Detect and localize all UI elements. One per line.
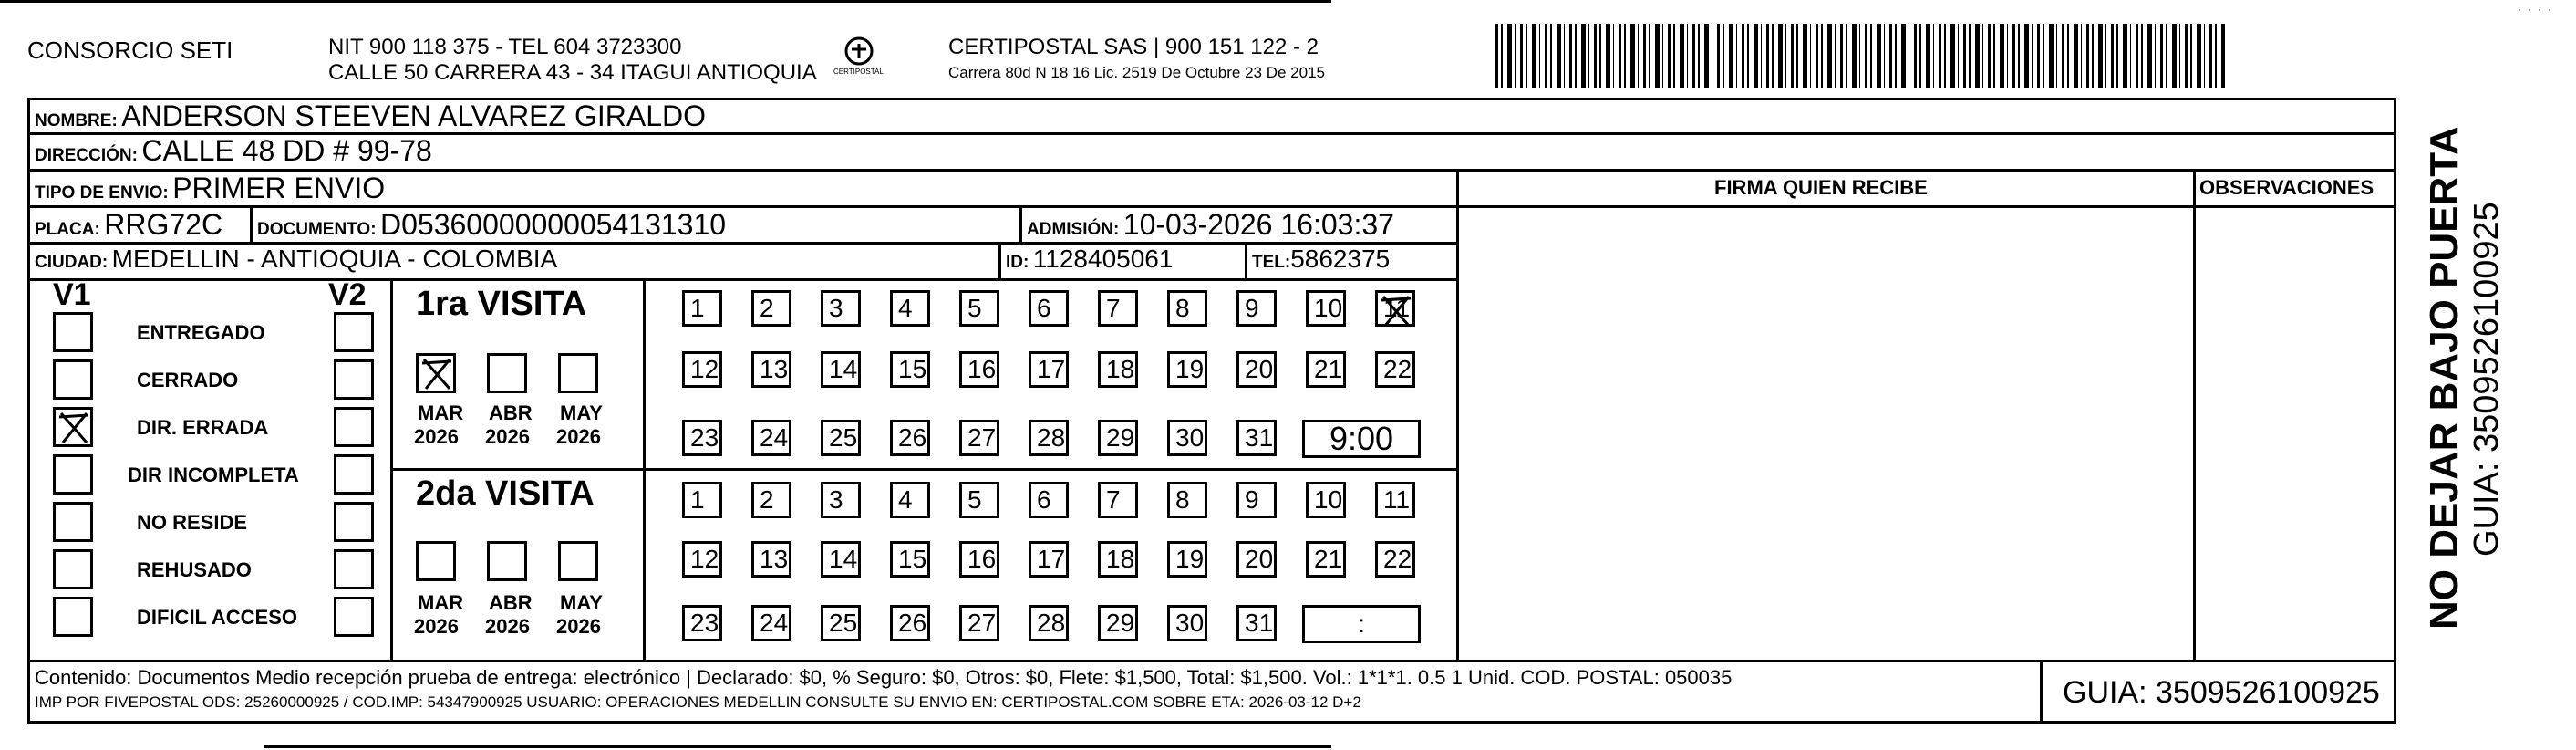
month-label: ABR <box>489 591 533 614</box>
direccion-field <box>35 134 432 168</box>
admision-field <box>1027 208 1394 242</box>
month-label: ABR <box>489 401 533 424</box>
time-box[interactable]: : <box>1302 605 1421 643</box>
day-box[interactable]: 11 <box>1375 482 1415 518</box>
v2-checkbox[interactable] <box>334 454 374 495</box>
logo-text: CERTIPOSTAL <box>833 68 884 76</box>
month-label: MAR <box>418 401 464 424</box>
table-left <box>27 98 30 724</box>
day-box[interactable]: 13 <box>751 351 791 388</box>
tel-label: TEL: <box>1252 253 1291 272</box>
day-box[interactable]: 22 <box>1375 541 1415 578</box>
v1-checkbox[interactable] <box>53 454 93 495</box>
month-checkbox[interactable] <box>558 353 598 393</box>
day-box[interactable]: 10 <box>1306 482 1346 518</box>
nit-line: NIT 900 118 375 - TEL 604 3723300 <box>328 35 682 59</box>
visit-divider <box>390 468 1459 471</box>
day-box[interactable]: 14 <box>821 541 861 578</box>
status-label: REHUSADO <box>137 558 252 581</box>
direccion-value: CALLE 48 DD # 99-78 <box>141 134 432 167</box>
month-label: MAR <box>418 591 464 614</box>
row-line-5 <box>27 278 1459 281</box>
bottom-rule <box>264 745 1331 748</box>
tipo-label: TIPO DE ENVIO: <box>35 183 169 203</box>
day-box[interactable]: 18 <box>1098 351 1138 388</box>
address-line: CALLE 50 CARRERA 43 - 34 ITAGUI ANTIOQUIA <box>328 60 817 85</box>
time-box[interactable]: 9:00 <box>1302 420 1421 458</box>
year-label: 2026 <box>485 615 530 638</box>
day-box[interactable]: 5 <box>959 482 999 518</box>
day-box[interactable]: 3 <box>821 482 861 518</box>
day-box[interactable]: 9 <box>1236 290 1277 327</box>
tipo-value: PRIMER ENVIO <box>172 172 386 204</box>
obs-header: OBSERVACIONES <box>2199 176 2374 199</box>
ciudad-label: CIUDAD: <box>35 253 109 272</box>
day-box[interactable]: 19 <box>1167 541 1207 578</box>
day-box[interactable]: 12 <box>682 541 722 578</box>
day-box[interactable]: 17 <box>1029 351 1069 388</box>
day-box[interactable]: 31 <box>1236 420 1277 456</box>
day-box[interactable]: 26 <box>890 420 930 456</box>
side-note: NO DEJAR BAJO PUERTA <box>2422 126 2467 630</box>
day-box[interactable]: 23 <box>682 420 722 456</box>
certipostal-logo <box>832 35 886 86</box>
day-box[interactable]: 29 <box>1098 605 1138 641</box>
day-box[interactable]: 11 <box>1375 290 1415 327</box>
status-label: DIFICIL ACCESO <box>137 606 298 629</box>
day-box[interactable]: 29 <box>1098 420 1138 456</box>
day-box[interactable]: 21 <box>1306 351 1346 388</box>
day-box[interactable]: 9 <box>1236 482 1277 518</box>
status-label: DIR. ERRADA <box>137 416 269 439</box>
day-box[interactable]: 10 <box>1306 290 1346 327</box>
day-box[interactable]: 25 <box>821 605 861 641</box>
firma-header: FIRMA QUIEN RECIBE <box>1714 176 1928 199</box>
v1-checkbox[interactable] <box>53 502 93 542</box>
day-box[interactable]: 27 <box>959 420 999 456</box>
day-box[interactable]: 27 <box>959 605 999 641</box>
day-box[interactable]: 5 <box>959 290 999 327</box>
admision-value: 10-03-2026 16:03:37 <box>1122 208 1394 241</box>
v2-checkbox[interactable] <box>334 407 374 447</box>
carrier-line: CERTIPOSTAL SAS | 900 151 122 - 2 <box>948 35 1319 59</box>
day-box[interactable]: 26 <box>890 605 930 641</box>
v1-checkbox[interactable] <box>53 549 93 589</box>
admision-label: ADMISIÓN: <box>1027 220 1120 239</box>
day-box[interactable]: 23 <box>682 605 722 641</box>
v1-checkbox[interactable] <box>53 312 93 352</box>
day-box[interactable]: 7 <box>1098 482 1138 518</box>
day-box[interactable]: 19 <box>1167 351 1207 388</box>
ciudad-value: MEDELLIN - ANTIOQUIA - COLOMBIA <box>111 245 558 273</box>
day-box[interactable]: 1 <box>682 290 722 327</box>
footer-line-2: IMP POR FIVEPOSTAL ODS: 25260000925 / COD.IMP: 54347900925 USUARIO: OPERACIONES MEDELLIN CONSULTE SU ENVIO EN: CERTIPOSTAL.COM SOBRE ETA: 2026-03-12 D+2 <box>35 693 1361 711</box>
status-label: CERRADO <box>137 369 239 391</box>
day-box[interactable]: 16 <box>959 541 999 578</box>
day-box[interactable]: 31 <box>1236 605 1277 641</box>
day-box[interactable]: 28 <box>1029 420 1069 456</box>
day-box[interactable]: 20 <box>1236 541 1277 578</box>
id-label: ID: <box>1006 253 1029 272</box>
day-box[interactable]: 15 <box>890 351 930 388</box>
day-box[interactable]: 3 <box>821 290 861 327</box>
day-box[interactable]: 24 <box>751 605 791 641</box>
day-box[interactable]: 18 <box>1098 541 1138 578</box>
day-box[interactable]: 28 <box>1029 605 1069 641</box>
day-box[interactable]: 7 <box>1098 290 1138 327</box>
day-box[interactable]: 21 <box>1306 541 1346 578</box>
day-box[interactable]: 8 <box>1167 290 1207 327</box>
year-label: 2026 <box>414 425 459 448</box>
day-box[interactable]: 6 <box>1029 482 1069 518</box>
day-box[interactable]: 15 <box>890 541 930 578</box>
day-box[interactable]: 22 <box>1375 351 1415 388</box>
v2-checkbox[interactable] <box>334 502 374 542</box>
day-box[interactable]: 13 <box>751 541 791 578</box>
year-label: 2026 <box>556 615 601 638</box>
nombre-field <box>35 99 706 133</box>
year-label: 2026 <box>485 425 530 448</box>
status-label: NO RESIDE <box>137 511 248 534</box>
status-label: DIR INCOMPLETA <box>128 464 299 486</box>
day-box[interactable]: 25 <box>821 420 861 456</box>
day-box[interactable]: 30 <box>1167 420 1207 456</box>
v2-checkbox[interactable] <box>334 359 374 400</box>
footer-line-1: Contenido: Documentos Medio recepción prueba de entrega: electrónico | Declarado: $0, % Seguro: $0, Otros: $0, Flete: $1,500, Total: $1,500. Vol.: 1*1*1. 0.5 1 Unid. COD. POSTAL: 050035 <box>35 666 1733 689</box>
v1-checkbox[interactable] <box>53 359 93 400</box>
ciudad-field <box>35 245 557 274</box>
v1-checkbox[interactable] <box>53 597 93 637</box>
day-box[interactable]: 30 <box>1167 605 1207 641</box>
day-box[interactable]: 16 <box>959 351 999 388</box>
corner-dots: · · · · <box>2517 0 2552 18</box>
company-name: CONSORCIO SETI <box>27 36 233 64</box>
guia-divider <box>2040 660 2043 724</box>
side-guia: GUIA: 3509526100925 <box>2467 202 2506 557</box>
year-label: 2026 <box>556 425 601 448</box>
v2-checkbox[interactable] <box>334 312 374 352</box>
day-box[interactable]: 14 <box>821 351 861 388</box>
day-box[interactable]: 8 <box>1167 482 1207 518</box>
placa-value: RRG72C <box>104 208 223 241</box>
month-checkbox[interactable] <box>558 541 598 581</box>
documento-field <box>257 208 726 242</box>
day-box[interactable]: 6 <box>1029 290 1069 327</box>
month-checkbox[interactable] <box>487 353 527 393</box>
firma-left <box>1456 169 1459 662</box>
month-label: MAY <box>560 591 603 614</box>
v1-label: V1 <box>53 277 91 312</box>
nombre-label: NOMBRE: <box>35 111 118 130</box>
year-label: 2026 <box>414 615 459 638</box>
day-box[interactable]: 24 <box>751 420 791 456</box>
day-box[interactable]: 12 <box>682 351 722 388</box>
id-value: 1128405061 <box>1032 245 1174 273</box>
obs-left <box>2193 169 2196 662</box>
table-right <box>2394 98 2396 724</box>
documento-value: D05360000000054131310 <box>380 208 727 241</box>
license-line: Carrera 80d N 18 16 Lic. 2519 De Octubre 23 De 2015 <box>948 64 1325 81</box>
tel-divider <box>1245 242 1247 278</box>
tel-value: 5862375 <box>1290 245 1391 273</box>
month-checkbox[interactable] <box>416 541 456 581</box>
placa-divider <box>250 205 253 242</box>
status-label: ENTREGADO <box>137 321 265 344</box>
documento-label: DOCUMENTO: <box>257 220 377 239</box>
v2-checkbox[interactable] <box>334 597 374 637</box>
placa-field <box>35 208 222 242</box>
day-box[interactable]: 17 <box>1029 541 1069 578</box>
month-checkbox[interactable] <box>416 353 456 393</box>
barcode <box>1495 24 2225 88</box>
v2-label: V2 <box>328 277 367 312</box>
nombre-value: ANDERSON STEEVEN ALVAREZ GIRALDO <box>121 99 706 132</box>
top-border <box>0 0 1331 3</box>
month-checkbox[interactable] <box>487 541 527 581</box>
tipo-field <box>35 172 385 205</box>
day-box[interactable]: 4 <box>890 290 930 327</box>
day-box[interactable]: 4 <box>890 482 930 518</box>
first-visit-title: 1ra VISITA <box>416 285 587 323</box>
tel-field <box>1252 245 1390 274</box>
placa-label: PLACA: <box>35 220 100 239</box>
day-box[interactable]: 2 <box>751 290 791 327</box>
v2-checkbox[interactable] <box>334 549 374 589</box>
admision-divider <box>1019 205 1022 242</box>
v1-checkbox[interactable] <box>53 407 93 447</box>
footer-guia: GUIA: 3509526100925 <box>2063 675 2380 710</box>
id-field <box>1006 245 1173 274</box>
second-visit-title: 2da VISITA <box>416 474 595 513</box>
day-box[interactable]: 1 <box>682 482 722 518</box>
month-label: MAY <box>560 401 603 424</box>
id-divider <box>998 242 1001 278</box>
day-box[interactable]: 2 <box>751 482 791 518</box>
day-box[interactable]: 20 <box>1236 351 1277 388</box>
direccion-label: DIRECCIÓN: <box>35 146 138 165</box>
